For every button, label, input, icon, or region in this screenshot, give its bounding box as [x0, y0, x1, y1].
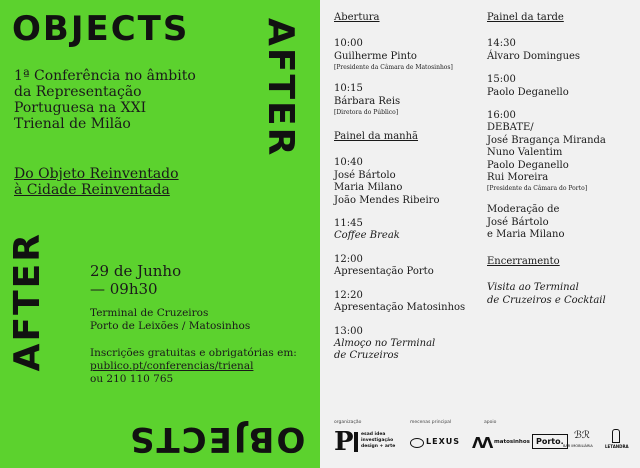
- esad-mark-icon: [354, 432, 358, 452]
- item-speaker: Paolo Deganello: [487, 86, 569, 98]
- item-time: 13:00: [334, 325, 363, 337]
- esad-logo: [361, 432, 395, 450]
- objects-title-top: OBJECTS: [12, 9, 190, 49]
- program-item: [334, 38, 484, 72]
- sponsors-bar: [334, 420, 634, 466]
- item-speaker: José Bártolo: [487, 216, 549, 228]
- program-item: [334, 157, 484, 207]
- item-speaker: José Bragança Miranda: [487, 134, 606, 146]
- registration-link[interactable]: publico.pt/conferencias/trienal: [90, 360, 254, 372]
- esad-line: investigação: [361, 438, 394, 443]
- publico-logo: P: [334, 427, 354, 457]
- item-text: Apresentação Porto: [334, 266, 434, 278]
- matosinhos-m-icon: ΛΛ: [472, 434, 492, 452]
- conference-line: Portuguesa na XXI: [14, 100, 147, 116]
- objects-title-bottom-inverted: OBJECTS: [128, 419, 306, 459]
- item-speaker: Álvaro Domingues: [487, 50, 581, 62]
- program-item: [334, 218, 484, 243]
- porto-logo: Porto.: [532, 434, 568, 449]
- item-time: 10:40: [334, 157, 363, 169]
- item-time: 10:00: [334, 38, 363, 50]
- section-painel-tarde: Painel da tarde: [487, 12, 564, 23]
- item-speaker: José Bártolo: [334, 169, 396, 181]
- bar-imobiliaria-logo: BAR IMOBILIÁRIA: [563, 444, 593, 448]
- item-note: [Presidente da Câmara do Porto]: [487, 185, 588, 193]
- program-item: [334, 326, 484, 363]
- bar-emblem-icon: ℬℛ: [574, 430, 590, 441]
- item-speaker: Guilherme Pinto: [334, 50, 417, 62]
- conference-line: da Representação: [14, 84, 142, 100]
- program-item: [487, 282, 637, 307]
- label-apoio: apoio: [484, 420, 497, 425]
- item-time: 16:00: [487, 110, 516, 122]
- item-time: 14:30: [487, 38, 516, 50]
- item-speaker: e Maria Milano: [487, 229, 565, 241]
- matosinhos-logo: matosinhos: [494, 439, 530, 445]
- letandra-bottle-icon: [612, 429, 620, 443]
- program-item: [487, 110, 637, 193]
- venue-line: Porto de Leixões / Matosinhos: [90, 320, 251, 332]
- section-encerramento: Encerramento: [487, 255, 560, 267]
- conference-line: 1ª Conferência no âmbito: [14, 68, 196, 84]
- label-mecenas: mecenas principal: [410, 420, 452, 425]
- item-speaker: João Mendes Ribeiro: [334, 194, 440, 206]
- item-text: Visita ao Terminal: [487, 282, 579, 294]
- program-item: [487, 74, 637, 99]
- conference-subtitle: [14, 166, 179, 198]
- registration-text: Inscrições gratuitas e obrigatórias em:: [90, 347, 297, 359]
- registration-phone: ou 210 110 765: [90, 373, 174, 385]
- item-speaker: Paolo Deganello: [487, 159, 569, 171]
- item-time: 15:00: [487, 74, 516, 86]
- conference-line: Trienal de Milão: [14, 116, 131, 132]
- lexus-emblem-icon: [410, 438, 424, 448]
- subtitle-line: à Cidade Reinventada: [14, 182, 170, 198]
- esad-line: esad idea: [361, 432, 386, 437]
- item-time: 12:20: [334, 289, 363, 301]
- item-time: 11:45: [334, 218, 363, 230]
- event-venue: [90, 307, 250, 333]
- item-speaker: Nuno Valentim: [487, 147, 563, 159]
- item-text: DEBATE/: [487, 122, 534, 134]
- item-speaker: Bárbara Reis: [334, 95, 401, 107]
- item-speaker: Rui Moreira: [487, 172, 549, 184]
- program-item: [334, 83, 484, 117]
- time-line: — 09h30: [90, 280, 158, 298]
- item-text: Moderação de: [487, 204, 560, 216]
- item-text: Almoço no Terminal: [334, 337, 436, 349]
- section-abertura: Abertura: [334, 12, 380, 23]
- conference-title: [14, 68, 254, 132]
- venue-line: Terminal de Cruzeiros: [90, 307, 209, 319]
- item-text: de Cruzeiros e Cocktail: [487, 294, 606, 306]
- letandra-logo: LETANDRA: [605, 444, 629, 449]
- item-note: [Presidente da Câmara de Matosinhos]: [334, 64, 453, 72]
- program-item: [487, 204, 637, 241]
- item-time: 10:15: [334, 83, 363, 95]
- item-note: [Diretora do Público]: [334, 109, 399, 117]
- program-item: [334, 290, 484, 315]
- program-column-right: [487, 12, 637, 318]
- item-time: 12:00: [334, 253, 363, 265]
- item-text: de Cruzeiros: [334, 350, 399, 362]
- item-text: Coffee Break: [334, 230, 400, 242]
- date-line: 29 de Junho: [90, 262, 182, 280]
- item-speaker: Maria Milano: [334, 182, 403, 194]
- after-title-vertical-left: AFTER: [7, 232, 48, 372]
- section-painel-manha: Painel da manhã: [334, 131, 419, 143]
- program-item: [334, 254, 484, 279]
- subtitle-line: Do Objeto Reinventado: [14, 166, 179, 182]
- program-column-left: [334, 12, 484, 374]
- event-date: [90, 262, 181, 298]
- program-item: [487, 38, 637, 63]
- label-organizacao: organização: [334, 420, 362, 425]
- after-title-vertical-right: AFTER: [260, 18, 301, 158]
- lexus-logo: LEXUS: [426, 437, 460, 446]
- item-text: Apresentação Matosinhos: [334, 302, 466, 314]
- registration-info: [90, 347, 297, 386]
- esad-line: design + arte: [361, 444, 396, 449]
